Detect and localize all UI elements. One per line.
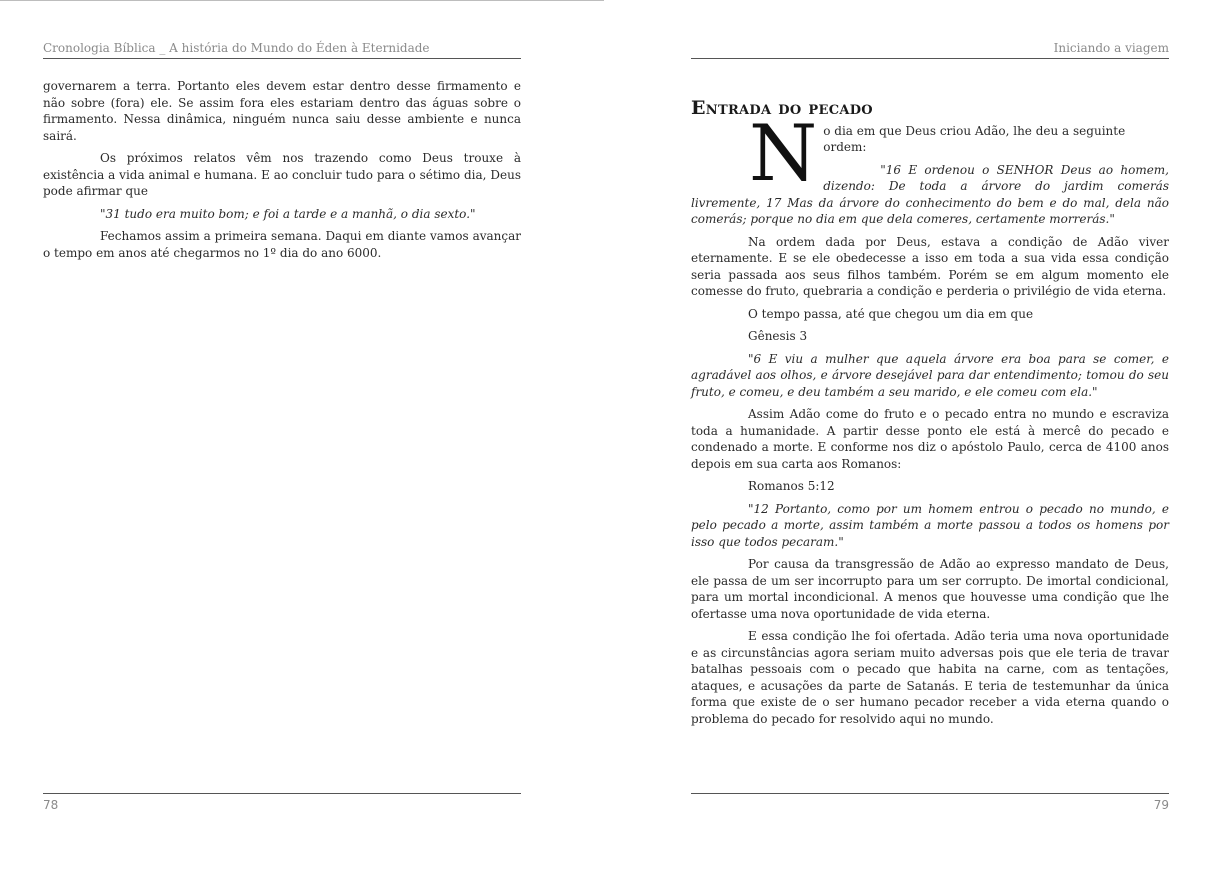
paragraph: Por causa da transgressão de Adão ao expresso mandato de Deus, ele passa de um ser incorrupto para um ser corrupto. De imortal condicional, para um mortal incondicional. A menos que houvesse uma condição que lhe ofertasse uma nova oportunidade de vida eterna. xyxy=(691,557,1169,621)
running-header-left: Cronologia Bíblica _ A história do Mundo do Éden à Eternidade xyxy=(43,40,521,59)
running-header-right: Iniciando a viagem xyxy=(691,40,1169,59)
bible-quote: "12 Portanto, como por um homem entrou o pecado no mundo, e pelo pecado a morte, assim também a morte passou a todos os homens por isso que todos pecaram." xyxy=(691,501,1169,549)
bible-reference: Romanos 5:12 xyxy=(748,479,835,493)
bible-quote: "6 E viu a mulher que aquela árvore era boa para se comer, e agradável aos olhos, e árvore desejável para dar entendimento; tomou do seu fruto, e comeu, e deu também a seu marido, e ele comeu com ela." xyxy=(691,351,1169,399)
left-page xyxy=(43,0,521,869)
right-page-body xyxy=(691,97,1169,733)
bible-reference: Gênesis 3 xyxy=(748,329,808,343)
page-number-right: 79 xyxy=(691,793,1169,812)
drop-cap: N xyxy=(749,108,818,199)
paragraph: E essa condição lhe foi ofertada. Adão teria uma nova oportunidade e as circunstâncias agora seriam muito adversas pois que ele teria de travar batalhas pessoais com o pecado que habita na carne, com as tentações, ataques, e acusações da parte de Satanás. E teria de testemunhar da única forma que existe de o ser humano pecador receber a vida eterna quando o problema do pecado for resolvido aqui no mundo. xyxy=(691,629,1169,726)
bible-quote: "16 E ordenou o SENHOR Deus ao homem, dizendo: De toda a árvore do jardim comerás livremente, 17 Mas da árvore do conhecimento do bem e do mal, dela não comerás; porque no dia em que dela comeres, certamente morrerás." xyxy=(691,162,1169,226)
chapter-title: Entrada do pecado xyxy=(691,97,873,119)
page-number-left: 78 xyxy=(43,793,521,812)
right-page xyxy=(691,0,1169,869)
paragraph: O tempo passa, até que chegou um dia em que xyxy=(748,306,1034,321)
paragraph: Os próximos relatos vêm nos trazendo como Deus trouxe à existência a vida animal e humana. E ao concluir tudo para o sétimo dia, Deus pode afirmar que xyxy=(43,151,521,198)
paragraph: Fechamos assim a primeira semana. Daqui em diante vamos avançar o tempo em anos até chegarmos no 1º dia do ano 6000. xyxy=(43,229,521,260)
paragraph: Assim Adão come do fruto e o pecado entra no mundo e escraviza toda a humanidade. A partir desse ponto ele está à mercê do pecado e condenado a morte. E conforme nos diz o apóstolo Paulo, cerca de 4100 anos depois em sua carta aos Romanos: xyxy=(691,407,1169,471)
paragraph: governarem a terra. Portanto eles devem estar dentro desse firmamento e não sobre (fora) ele. Se assim fora eles estariam dentro das águas sobre o firmamento. Nessa dinâmica, ninguém nunca saiu desse ambiente e nunca sairá. xyxy=(43,79,521,143)
bible-quote: "31 tudo era muito bom; e foi a tarde e a manhã, o dia sexto." xyxy=(100,206,476,221)
paragraph: Na ordem dada por Deus, estava a condição de Adão viver eternamente. E se ele obedecesse a isso em toda a sua vida essa condição seria passada aos seus filhos também. Porém se em algum momento ele comesse do fruto, quebraria a condição e perderia o privilégio de vida eterna. xyxy=(691,234,1169,298)
left-page-body xyxy=(43,78,521,267)
first-line: o dia em que Deus criou Adão, lhe deu a seguinte ordem: xyxy=(823,123,1126,154)
